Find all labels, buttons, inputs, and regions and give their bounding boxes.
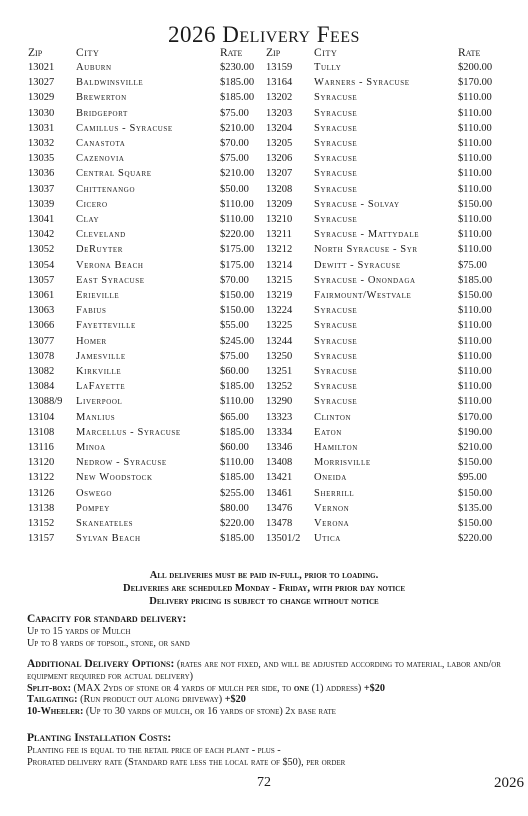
- city-cell-right: Tully: [314, 62, 342, 73]
- zip-cell-right: 13212: [266, 244, 293, 256]
- zip-cell: 13052: [28, 244, 55, 256]
- capacity-section: [27, 614, 507, 649]
- table-row: [28, 410, 498, 425]
- city-cell-right: Syracuse: [314, 335, 358, 347]
- city-cell: Auburn: [76, 62, 112, 73]
- zip-cell: 13066: [28, 320, 55, 332]
- rate-cell: $70.00: [220, 138, 249, 150]
- zip-cell: 13108: [28, 426, 55, 438]
- tailgating-label: Tailgating:: [27, 694, 78, 706]
- zip-cell: 13082: [28, 366, 55, 378]
- city-cell: Minoa: [76, 442, 106, 454]
- city-cell: Bridgeport: [76, 107, 128, 119]
- rate-cell: $110.00: [220, 214, 254, 226]
- city-cell-right: Syracuse: [314, 396, 358, 408]
- page-number: 72: [257, 775, 271, 790]
- city-cell: Fabius: [76, 305, 107, 317]
- city-cell: Camillus - Syracuse: [76, 122, 173, 134]
- zip-cell: 13021: [28, 62, 55, 73]
- zip-cell-right: 13478: [266, 518, 293, 530]
- rate-cell-right: $200.00: [458, 62, 493, 73]
- city-header-right: City: [314, 47, 338, 59]
- rate-cell-right: $110.00: [458, 153, 492, 165]
- zip-cell: 13042: [28, 229, 55, 241]
- zip-header-right: Zip: [266, 47, 281, 59]
- planting-heading: Planting Installation Costs:: [27, 732, 172, 744]
- table-row: [28, 425, 498, 440]
- table-row: [28, 349, 498, 364]
- zip-cell: 13063: [28, 305, 55, 317]
- rate-cell-right: $110.00: [458, 138, 492, 150]
- table-body: [28, 60, 498, 547]
- rate-cell: $175.00: [220, 244, 255, 256]
- rate-cell-right: $110.00: [458, 396, 492, 408]
- zip-cell-right: 13251: [266, 366, 293, 378]
- rate-cell-right: $110.00: [458, 229, 492, 241]
- zip-cell-right: 13210: [266, 214, 293, 226]
- table-row: [28, 318, 498, 333]
- zip-cell: 13054: [28, 259, 55, 271]
- rate-cell: $150.00: [220, 290, 255, 302]
- rate-cell: $220.00: [220, 518, 255, 530]
- rate-cell-right: $135.00: [458, 502, 493, 514]
- city-cell: Nedrow - Syracuse: [76, 457, 167, 469]
- rate-cell-right: $170.00: [458, 77, 493, 89]
- city-cell: Chittenango: [76, 183, 136, 195]
- city-cell-right: Oneida: [314, 472, 347, 484]
- city-cell: New Woodstock: [76, 472, 153, 484]
- rate-cell-right: $110.00: [458, 381, 492, 393]
- rate-cell: $175.00: [220, 259, 255, 271]
- table-row: [28, 227, 498, 242]
- notice-paid-in-full: All deliveries must be paid in-full, prior to loading.: [149, 570, 379, 581]
- city-cell: Pompey: [76, 502, 110, 514]
- city-cell-right: Verona: [314, 518, 350, 530]
- rate-cell-right: $110.00: [458, 244, 492, 256]
- city-cell-right: Hamilton: [314, 442, 358, 454]
- city-cell-right: Syracuse: [314, 183, 358, 195]
- zip-cell-right: 13205: [266, 138, 293, 150]
- zip-cell-right: 13346: [266, 442, 293, 454]
- city-cell: Verona Beach: [76, 259, 144, 271]
- rate-cell: $75.00: [220, 107, 249, 119]
- city-cell-right: Fairmount/Westvale: [314, 290, 412, 302]
- rate-cell-right: $110.00: [458, 366, 492, 378]
- city-cell-right: Clinton: [314, 411, 352, 423]
- zip-cell: 13027: [28, 77, 55, 89]
- rate-header-right: Rate: [458, 47, 481, 59]
- city-cell-right: Syracuse: [314, 366, 358, 378]
- zip-cell-right: 13164: [266, 77, 293, 89]
- rate-cell-right: $75.00: [458, 259, 487, 271]
- notice-schedule: Deliveries are scheduled Monday - Friday, with prior day notice: [123, 583, 405, 594]
- city-cell-right: Syracuse: [314, 305, 358, 317]
- rate-cell: $110.00: [220, 396, 254, 408]
- table-row: [28, 151, 498, 166]
- tailgating-option: [27, 694, 507, 706]
- split-box-text-2: (1) address): [311, 682, 362, 694]
- planting-line-1: Planting fee is equal to the retail price of each plant - plus -: [27, 744, 281, 756]
- planting-line-2: Prorated delivery rate (Standard rate less the local rate of $50), per order: [27, 756, 346, 768]
- capacity-mulch: Up to 15 yards of Mulch: [27, 625, 131, 637]
- city-cell: Cleveland: [76, 229, 126, 241]
- zip-cell-right: 13244: [266, 335, 293, 347]
- zip-cell: 13078: [28, 350, 55, 362]
- ten-wheeler-option: [27, 706, 507, 718]
- zip-cell-right: 13224: [266, 305, 293, 317]
- rate-cell-right: $110.00: [458, 92, 492, 104]
- rate-cell: $60.00: [220, 442, 249, 454]
- zip-cell-right: 13334: [266, 426, 293, 438]
- table-row: [28, 455, 498, 470]
- zip-cell-right: 13252: [266, 381, 293, 393]
- rate-cell-right: $150.00: [458, 457, 493, 469]
- city-cell-right: Utica: [314, 533, 341, 545]
- city-cell: Skaneateles: [76, 518, 134, 530]
- rate-cell: $230.00: [220, 62, 255, 73]
- city-cell-right: Morrisville: [314, 457, 371, 469]
- rate-cell: $80.00: [220, 502, 249, 514]
- table-row: [28, 197, 498, 212]
- rate-cell-right: $110.00: [458, 107, 492, 119]
- rate-cell: $185.00: [220, 426, 255, 438]
- zip-cell-right: 13159: [266, 62, 293, 73]
- zip-cell-right: 13211: [266, 229, 292, 241]
- delivery-notices: [0, 569, 528, 608]
- rate-cell: $185.00: [220, 92, 255, 104]
- city-cell: Clay: [76, 214, 100, 226]
- city-cell-right: Syracuse: [314, 122, 358, 134]
- rate-cell-right: $150.00: [458, 290, 493, 302]
- table-row: [28, 364, 498, 379]
- zip-cell: 13116: [28, 442, 54, 454]
- table-row: [28, 166, 498, 181]
- rate-cell: $220.00: [220, 229, 255, 241]
- zip-cell: 13084: [28, 381, 55, 393]
- split-box-option: [27, 683, 507, 695]
- capacity-heading: Capacity for standard delivery:: [27, 613, 187, 625]
- rate-cell-right: $150.00: [458, 518, 493, 530]
- city-cell-right: Syracuse: [314, 168, 358, 180]
- city-cell-right: Eaton: [314, 426, 342, 438]
- zip-cell: 13037: [28, 183, 55, 195]
- notice-pricing-change: Delivery pricing is subject to change without notice: [149, 596, 379, 607]
- rate-cell-right: $110.00: [458, 335, 492, 347]
- city-cell: Cicero: [76, 198, 108, 210]
- rate-cell-right: $110.00: [458, 350, 492, 362]
- city-cell: Homer: [76, 335, 107, 347]
- zip-cell: 13122: [28, 472, 55, 484]
- zip-cell-right: 13209: [266, 198, 293, 210]
- rate-cell: $150.00: [220, 305, 255, 317]
- city-cell: Brewerton: [76, 92, 127, 104]
- city-cell: Fayetteville: [76, 320, 136, 332]
- zip-cell-right: 13202: [266, 92, 293, 104]
- rate-cell: $60.00: [220, 366, 249, 378]
- rate-cell-right: $95.00: [458, 472, 487, 484]
- city-cell-right: Dewitt - Syracuse: [314, 259, 401, 271]
- zip-cell: 13041: [28, 214, 55, 226]
- city-cell: Kirkville: [76, 366, 122, 378]
- table-row: [28, 242, 498, 257]
- additional-options-section: [27, 659, 507, 718]
- zip-cell-right: 13214: [266, 259, 293, 271]
- zip-header: Zip: [28, 47, 43, 59]
- rate-cell-right: $185.00: [458, 274, 493, 286]
- city-cell: Liverpool: [76, 396, 123, 408]
- rate-cell: $185.00: [220, 472, 255, 484]
- city-cell-right: Syracuse - Solvay: [314, 198, 400, 210]
- table-row: [28, 273, 498, 288]
- table-row: [28, 501, 498, 516]
- rate-cell-right: $110.00: [458, 183, 492, 195]
- zip-cell: 13120: [28, 457, 55, 469]
- city-cell: Baldwinsville: [76, 77, 144, 89]
- zip-cell-right: 13290: [266, 396, 293, 408]
- rate-cell: $210.00: [220, 122, 255, 134]
- rate-cell: $70.00: [220, 274, 249, 286]
- rate-cell: $185.00: [220, 77, 255, 89]
- zip-cell: 13036: [28, 168, 55, 180]
- zip-cell-right: 13501/2: [266, 533, 301, 545]
- rate-cell: $75.00: [220, 153, 249, 165]
- rate-cell-right: $110.00: [458, 168, 492, 180]
- city-cell-right: Syracuse - Onondaga: [314, 274, 416, 286]
- city-cell: Manlius: [76, 411, 116, 423]
- rate-cell-right: $150.00: [458, 487, 493, 499]
- rate-cell-right: $150.00: [458, 198, 493, 210]
- zip-cell-right: 13207: [266, 168, 293, 180]
- city-cell-right: North Syracuse - Syr: [314, 244, 418, 256]
- city-cell-right: Syracuse: [314, 153, 358, 165]
- zip-cell-right: 13204: [266, 122, 293, 134]
- rate-cell: $65.00: [220, 411, 249, 423]
- zip-cell: 13126: [28, 487, 55, 499]
- city-cell: Central Square: [76, 168, 152, 180]
- footer-year: 2026: [494, 775, 524, 791]
- zip-cell: 13138: [28, 502, 55, 514]
- city-cell-right: Vernon: [314, 502, 350, 514]
- city-cell-right: Sherrill: [314, 487, 355, 499]
- rate-cell: $55.00: [220, 320, 249, 332]
- city-cell-right: Syracuse: [314, 320, 358, 332]
- rate-cell: $255.00: [220, 487, 255, 499]
- rate-cell: $210.00: [220, 168, 255, 180]
- additional-heading: Additional Delivery Options:: [27, 658, 175, 670]
- city-cell-right: Syracuse: [314, 92, 358, 104]
- table-row: [28, 303, 498, 318]
- zip-cell-right: 13225: [266, 320, 293, 332]
- zip-cell: 13031: [28, 122, 55, 134]
- rate-cell-right: $210.00: [458, 442, 493, 454]
- zip-cell-right: 13421: [266, 472, 293, 484]
- zip-cell-right: 13323: [266, 411, 293, 423]
- rate-header: Rate: [220, 47, 243, 59]
- zip-cell-right: 13476: [266, 502, 293, 514]
- table-row: [28, 288, 498, 303]
- city-cell-right: Warners - Syracuse: [314, 77, 410, 89]
- rate-cell-right: $170.00: [458, 411, 493, 423]
- zip-cell: 13029: [28, 92, 55, 104]
- rate-cell: $185.00: [220, 381, 255, 393]
- table-row: [28, 258, 498, 273]
- table-row: [28, 182, 498, 197]
- city-cell: East Syracuse: [76, 274, 145, 286]
- table-header-row: [28, 47, 498, 60]
- table-row: [28, 531, 498, 546]
- capacity-topsoil: Up to 8 yards of topsoil, stone, or sand: [27, 637, 190, 649]
- table-row: [28, 334, 498, 349]
- city-cell: Cazenovia: [76, 153, 125, 165]
- zip-cell-right: 13250: [266, 350, 293, 362]
- zip-cell-right: 13461: [266, 487, 293, 499]
- city-cell-right: Syracuse: [314, 381, 358, 393]
- rate-cell: $110.00: [220, 457, 254, 469]
- rate-cell-right: $110.00: [458, 214, 492, 226]
- city-cell-right: Syracuse: [314, 138, 358, 150]
- zip-cell-right: 13206: [266, 153, 293, 165]
- city-cell-right: Syracuse: [314, 350, 358, 362]
- city-cell: Jamesville: [76, 350, 126, 362]
- city-cell-right: Syracuse - Mattydale: [314, 229, 420, 241]
- table-row: [28, 75, 498, 90]
- city-cell-right: Syracuse: [314, 214, 358, 226]
- rate-cell-right: $110.00: [458, 305, 492, 317]
- city-cell: Oswego: [76, 487, 113, 499]
- table-row: [28, 470, 498, 485]
- table-row: [28, 136, 498, 151]
- page-title: 2026 Delivery Fees: [168, 22, 360, 47]
- table-row: [28, 60, 498, 75]
- table-row: [28, 486, 498, 501]
- zip-cell: 13152: [28, 518, 55, 530]
- split-box-text: (MAX 2yds of stone or 4 yards of mulch per side, to: [73, 682, 292, 694]
- rate-cell-right: $220.00: [458, 533, 493, 545]
- zip-cell-right: 13408: [266, 457, 293, 469]
- split-box-one: one: [293, 682, 310, 694]
- rate-cell: $50.00: [220, 183, 249, 195]
- rate-cell: $185.00: [220, 533, 255, 545]
- zip-cell: 13157: [28, 533, 55, 545]
- zip-cell: 13035: [28, 153, 55, 165]
- city-cell: Erieville: [76, 290, 120, 302]
- planting-section: [27, 733, 507, 768]
- city-cell: DeRuyter: [76, 244, 123, 256]
- zip-cell: 13032: [28, 138, 55, 150]
- city-cell: Marcellus - Syracuse: [76, 426, 181, 438]
- zip-cell-right: 13215: [266, 274, 293, 286]
- split-box-label: Split-box:: [27, 682, 71, 694]
- rate-cell-right: $110.00: [458, 122, 492, 134]
- city-cell: LaFayette: [76, 381, 126, 393]
- ten-wheeler-text: (Up to 30 yards of mulch, or 16 yards of stone) 2x base rate: [85, 706, 336, 718]
- tailgating-price: +$20: [224, 694, 246, 706]
- zip-cell: 13039: [28, 198, 55, 210]
- zip-cell-right: 13208: [266, 183, 293, 195]
- rate-cell-right: $190.00: [458, 426, 493, 438]
- zip-cell: 13061: [28, 290, 55, 302]
- table-row: [28, 379, 498, 394]
- table-row: [28, 106, 498, 121]
- zip-cell-right: 13219: [266, 290, 293, 302]
- table-row: [28, 212, 498, 227]
- table-row: [28, 90, 498, 105]
- zip-cell: 13057: [28, 274, 55, 286]
- rate-cell: $110.00: [220, 198, 254, 210]
- rate-cell-right: $110.00: [458, 320, 492, 332]
- delivery-fee-table: [28, 47, 498, 547]
- zip-cell: 13030: [28, 107, 55, 119]
- city-cell: Canastota: [76, 138, 126, 150]
- city-header: City: [76, 47, 100, 59]
- table-row: [28, 394, 498, 409]
- table-row: [28, 121, 498, 136]
- zip-cell: 13077: [28, 335, 55, 347]
- zip-cell: 13088/9: [28, 396, 63, 408]
- zip-cell-right: 13203: [266, 107, 293, 119]
- zip-cell: 13104: [28, 411, 55, 423]
- rate-cell: $75.00: [220, 350, 249, 362]
- city-cell: Sylvan Beach: [76, 533, 141, 545]
- table-row: [28, 516, 498, 531]
- split-box-price: +$20: [363, 682, 385, 694]
- tailgating-text: (Run product out along driveway): [80, 694, 223, 706]
- city-cell-right: Syracuse: [314, 107, 358, 119]
- table-row: [28, 440, 498, 455]
- ten-wheeler-label: 10-Wheeler:: [27, 706, 84, 718]
- additional-note: (rates are not fixed, and will be adjusted according to material, labor and/or equipment required for actual delivery): [27, 659, 501, 682]
- rate-cell: $245.00: [220, 335, 255, 347]
